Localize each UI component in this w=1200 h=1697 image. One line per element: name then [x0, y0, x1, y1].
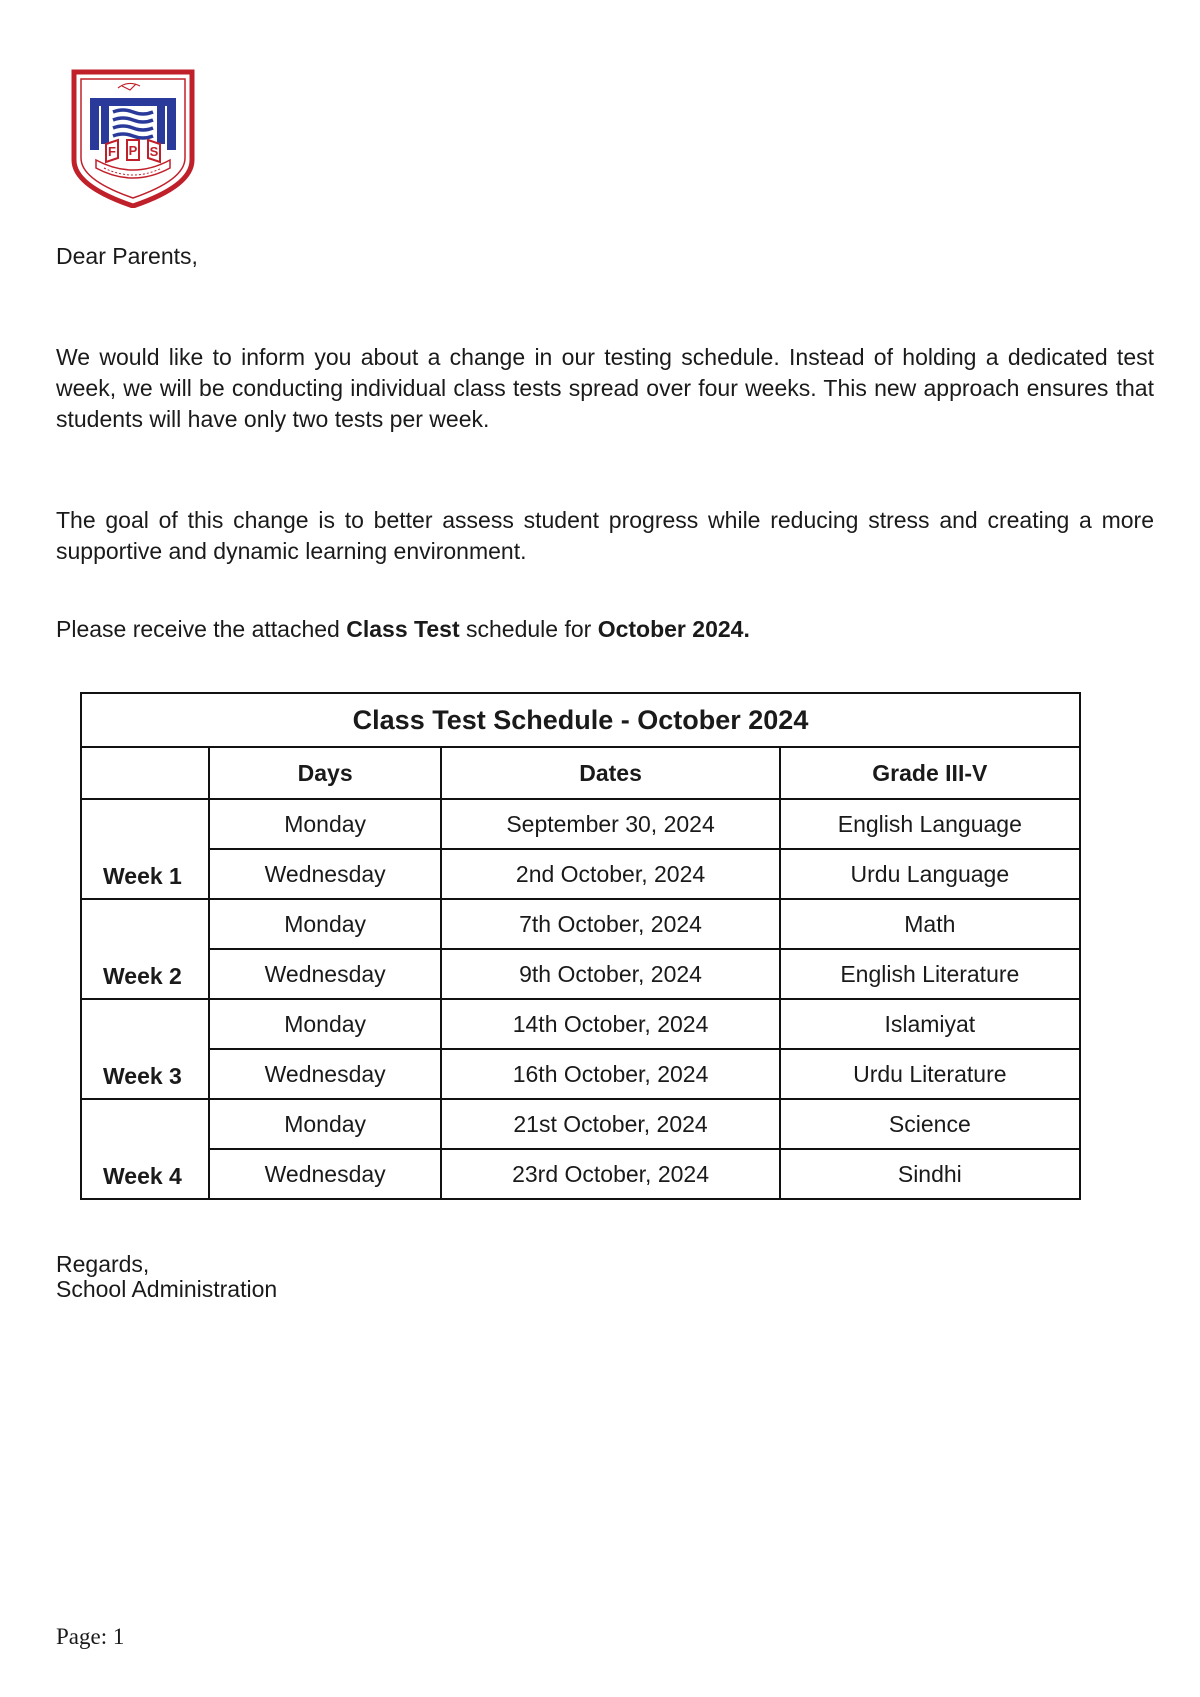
day-cell: Monday — [209, 1099, 442, 1149]
attachment-paragraph — [56, 614, 1154, 645]
svg-text:P: P — [128, 143, 138, 158]
page-number: Page: 1 — [56, 1624, 125, 1649]
day-cell: Wednesday — [209, 1049, 442, 1099]
signature-text: School Administration — [56, 1276, 278, 1302]
date-cell: 9th October, 2024 — [441, 949, 779, 999]
date-cell: 2nd October, 2024 — [441, 849, 779, 899]
table-title: Class Test Schedule - October 2024 — [81, 693, 1080, 747]
svg-text:S: S — [149, 144, 159, 159]
week-label: Week 4 — [81, 1099, 209, 1199]
para3-class-test: Class Test — [346, 616, 460, 642]
crest-shield-icon — [70, 68, 196, 208]
date-cell: September 30, 2024 — [441, 799, 779, 849]
day-cell: Wednesday — [209, 949, 442, 999]
day-cell: Wednesday — [209, 1149, 442, 1199]
week-label: Week 1 — [81, 799, 209, 899]
date-cell: 16th October, 2024 — [441, 1049, 779, 1099]
header-blank — [81, 747, 209, 799]
subject-cell: Math — [780, 899, 1080, 949]
goal-paragraph: The goal of this change is to better assess student progress while reducing stress and creating a more supportive and dynamic learning environment. — [56, 507, 1154, 564]
para3-prefix: Please receive the attached — [56, 616, 347, 642]
para3-month: October 2024 — [597, 616, 744, 642]
table-row — [81, 799, 1080, 849]
subject-cell: Sindhi — [780, 1149, 1080, 1199]
class-test-schedule-table — [80, 692, 1081, 1200]
svg-text:F: F — [108, 144, 116, 159]
date-cell: 7th October, 2024 — [441, 899, 779, 949]
date-cell: 23rd October, 2024 — [441, 1149, 779, 1199]
subject-cell: English Literature — [780, 949, 1080, 999]
para3-middle: schedule for — [459, 616, 598, 642]
subject-cell: Urdu Language — [780, 849, 1080, 899]
header-grade: Grade III-V — [780, 747, 1080, 799]
day-cell: Monday — [209, 999, 442, 1049]
table-row — [81, 849, 1080, 899]
intro-paragraph: We would like to inform you about a change in our testing schedule. Instead of holding a dedicated test week, we will be conducting individual class tests spread over four weeks. This new approach ensures that students will have only two tests per week. — [56, 344, 1154, 432]
week-label: Week 2 — [81, 899, 209, 999]
table-row — [81, 899, 1080, 949]
table-header-row — [81, 747, 1080, 799]
table-row — [81, 949, 1080, 999]
regards-text: Regards, — [56, 1251, 150, 1277]
week-label: Week 3 — [81, 999, 209, 1099]
school-crest-logo — [70, 68, 196, 208]
date-cell: 21st October, 2024 — [441, 1099, 779, 1149]
header-days: Days — [209, 747, 442, 799]
header-dates: Dates — [441, 747, 779, 799]
subject-cell: English Language — [780, 799, 1080, 849]
day-cell: Monday — [209, 899, 442, 949]
closing-block — [56, 1252, 277, 1302]
subject-cell: Islamiyat — [780, 999, 1080, 1049]
para3-suffix: . — [743, 616, 750, 642]
subject-cell: Science — [780, 1099, 1080, 1149]
table-row — [81, 1099, 1080, 1149]
day-cell: Monday — [209, 799, 442, 849]
day-cell: Wednesday — [209, 849, 442, 899]
table-row — [81, 1149, 1080, 1199]
table-row — [81, 1049, 1080, 1099]
table-title-row — [81, 693, 1080, 747]
table-row — [81, 999, 1080, 1049]
salutation: Dear Parents, — [56, 243, 198, 269]
date-cell: 14th October, 2024 — [441, 999, 779, 1049]
subject-cell: Urdu Literature — [780, 1049, 1080, 1099]
